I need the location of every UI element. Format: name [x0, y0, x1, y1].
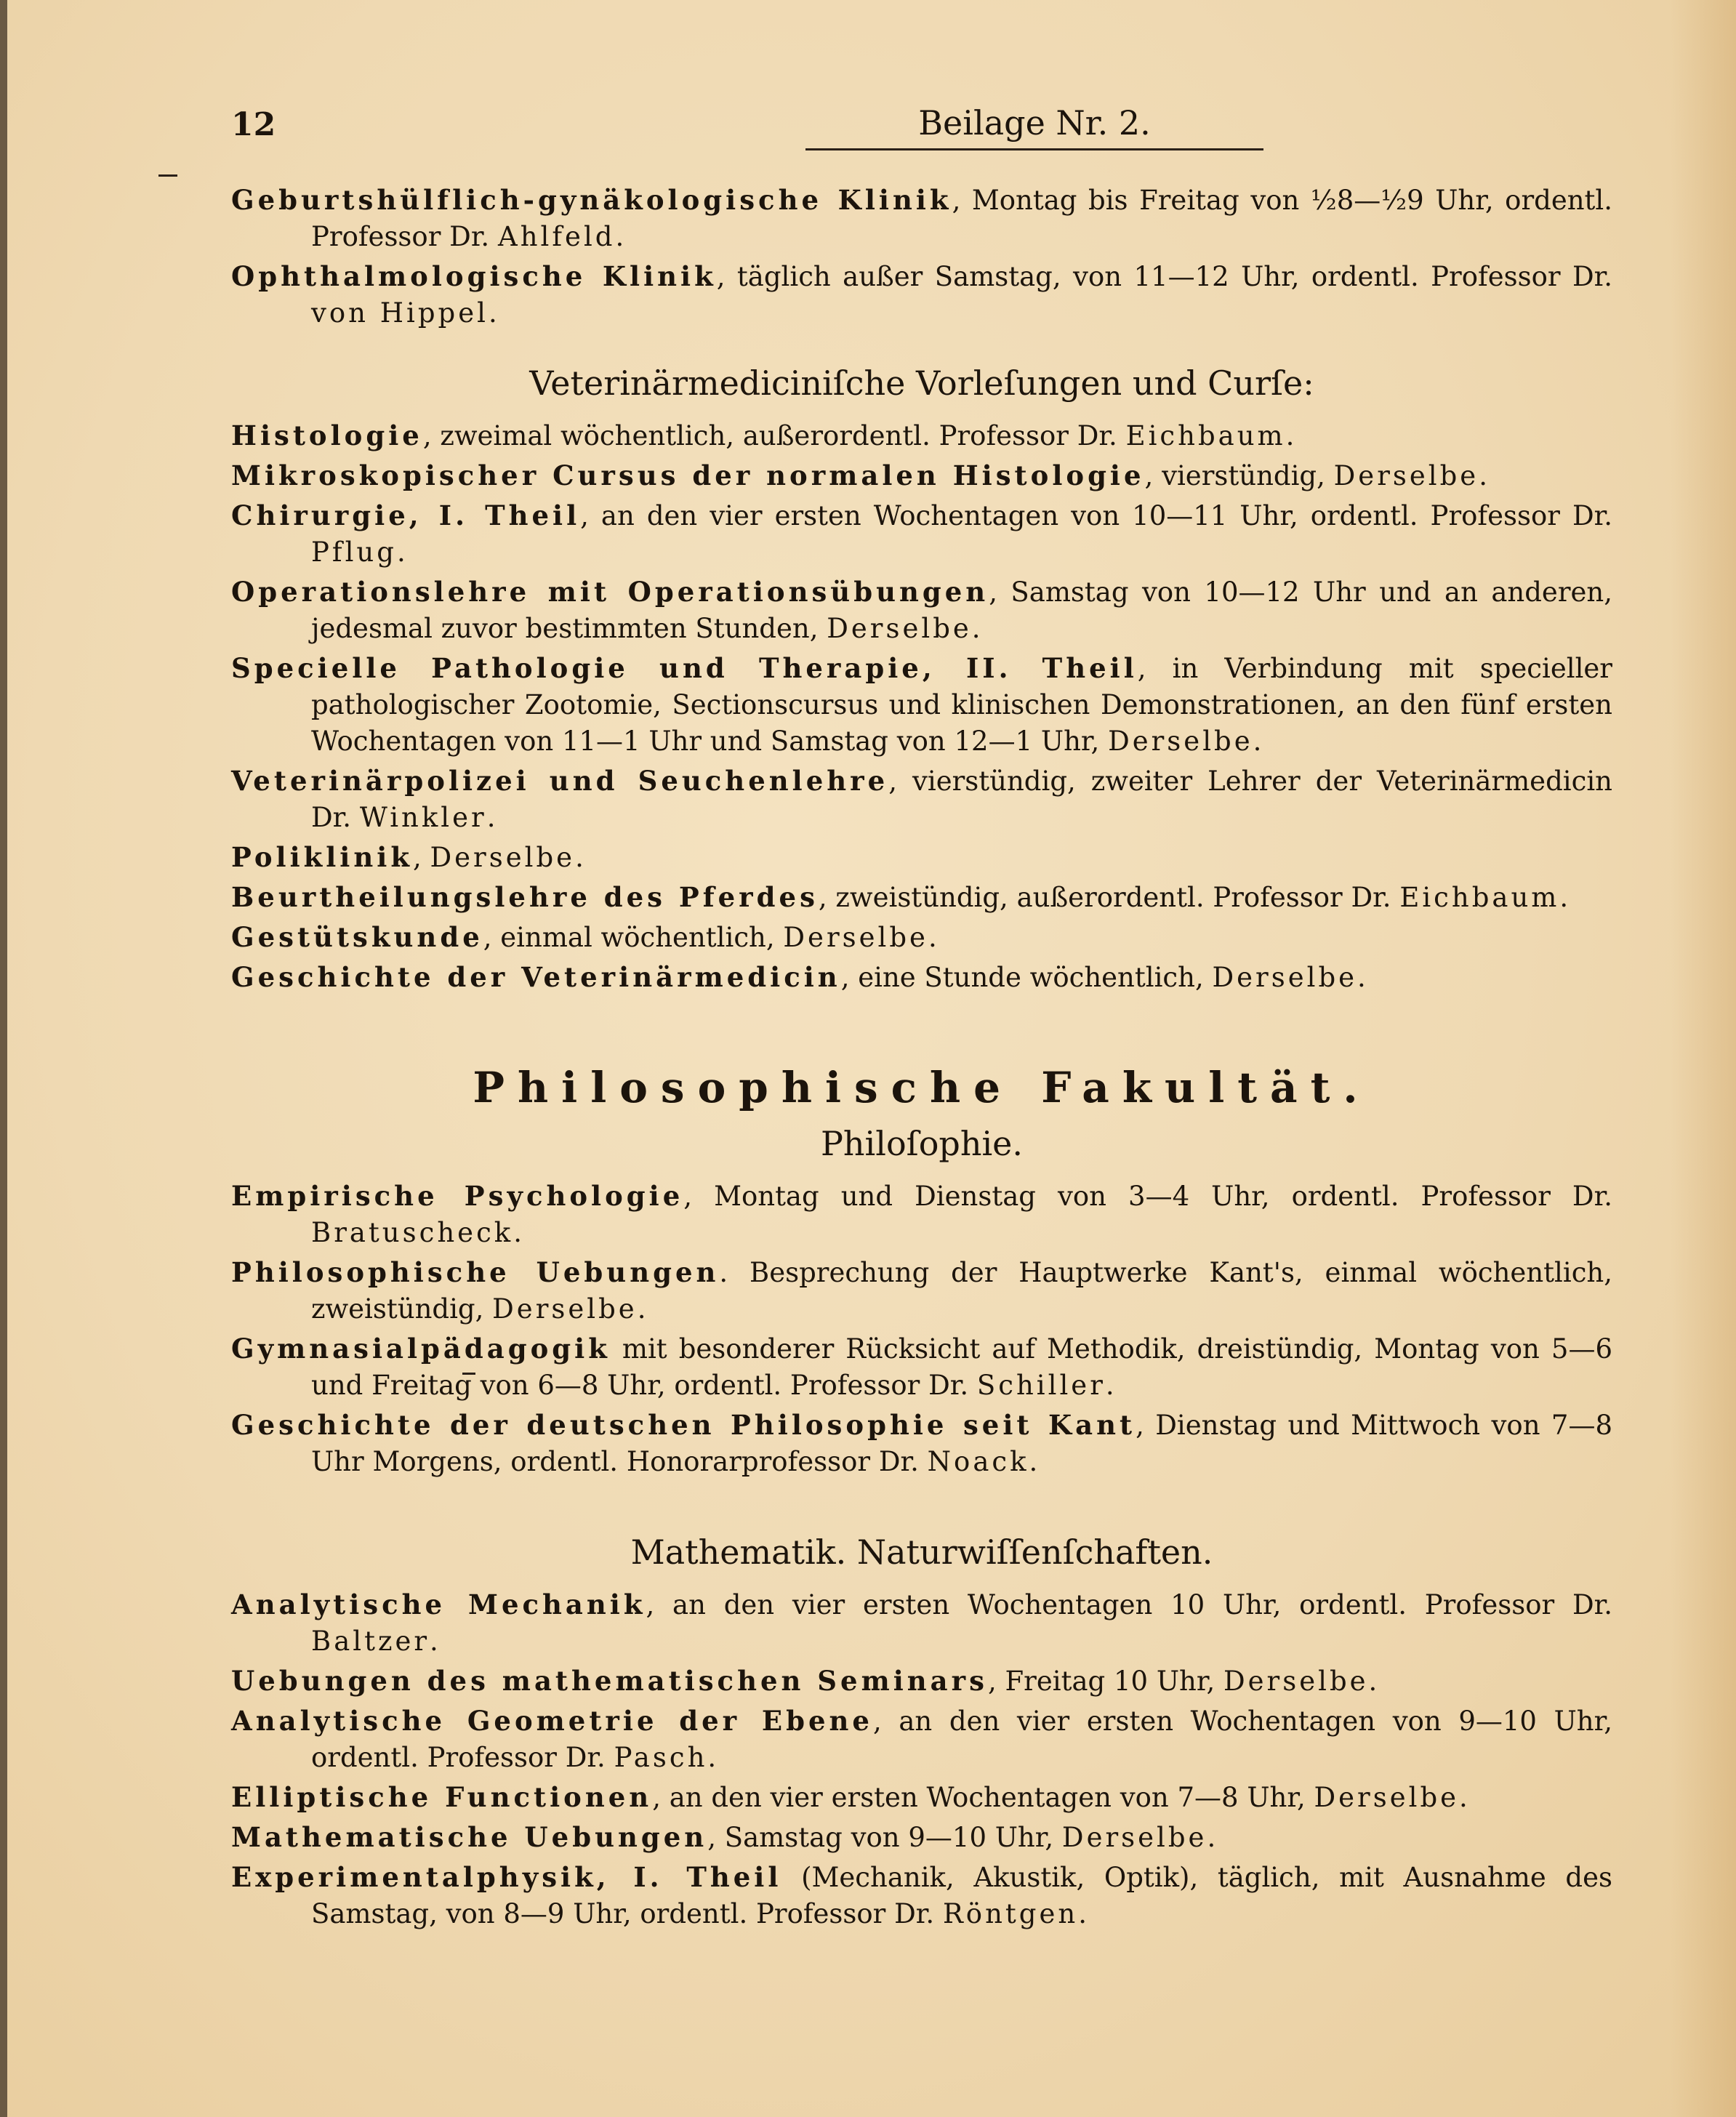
entry-end: . [1078, 1898, 1087, 1929]
course-title: Experimentalphysik, I. Theil [231, 1861, 782, 1893]
philosophy-entries [231, 1178, 1612, 1480]
course-entry [231, 1330, 1612, 1404]
entry-end: . [1479, 460, 1487, 491]
course-entry [231, 258, 1612, 332]
course-entry [231, 763, 1612, 836]
page-content [231, 182, 1612, 1935]
entry-end: . [513, 1217, 522, 1248]
lecturer-name: Pasch [614, 1742, 708, 1773]
entry-end: . [488, 297, 497, 329]
course-entry [231, 1779, 1612, 1816]
entry-end: . [1285, 420, 1295, 451]
entry-end: . [615, 221, 624, 252]
course-entry [231, 457, 1612, 494]
course-title: Mathematische Uebungen [231, 1821, 708, 1853]
course-details: , in Verbindung mit specieller pathologischer Zootomie, Sectionscursus und klinischen Demonstrationen, an den fünf ersten Wochentagen von 11—1 Uhr und Samstag von 12—1 Uhr, [311, 653, 1612, 757]
course-title: Empirische Psychologie [231, 1180, 684, 1212]
course-entry [231, 1178, 1612, 1251]
course-entry [231, 1254, 1612, 1327]
entry-end: . [1368, 1666, 1378, 1697]
course-details: , zweistündig, außerordentl. Professor Dr. [818, 882, 1400, 913]
lecturer-name: Derselbe [430, 842, 576, 873]
course-details: , [412, 842, 430, 873]
course-title: Beurtheilungslehre des Pferdes [231, 881, 819, 913]
course-title: Veterinärpolizei und Seuchenlehre [231, 765, 889, 797]
lecturer-name: Derselbe [1314, 1782, 1460, 1813]
page-header [231, 100, 1612, 151]
course-title: Gymnasialpädagogik [231, 1333, 611, 1365]
course-details: , Freitag 10 Uhr, [987, 1666, 1223, 1697]
course-details: mit besonderer Rücksicht auf Methodik, dreistündig, Montag von 5—6 und Freitag von 6—8 Uhr, ordentl. Professor Dr. [311, 1333, 1612, 1401]
course-title: Specielle Pathologie und Therapie, II. Theil [231, 652, 1138, 684]
course-details: , an den vier ersten Wochentagen 10 Uhr, ordentl. Professor Dr. [646, 1589, 1612, 1620]
lecturer-name: Schiller [976, 1370, 1106, 1401]
lecturer-name: Bratuscheck [311, 1217, 514, 1248]
course-entry [231, 574, 1612, 647]
course-title: Analytische Mechanik [231, 1588, 646, 1620]
lecturer-name: Derselbe [827, 613, 972, 644]
page-number: 12 [231, 106, 276, 143]
course-title: Geschichte der deutschen Philosophie seit Kant [231, 1409, 1136, 1441]
lecturer-name: Baltzer [311, 1626, 430, 1657]
lecturer-name: von Hippel [311, 297, 489, 329]
course-entry [231, 1407, 1612, 1480]
lecturer-name: Derselbe [1333, 460, 1479, 491]
course-title: Elliptische Functionen [231, 1781, 653, 1813]
course-entry [231, 1586, 1612, 1660]
course-title: Analytische Geometrie der Ebene [231, 1705, 873, 1737]
lecturer-name: Pflug [311, 537, 397, 568]
course-title: Chirurgie, I. Theil [231, 499, 581, 531]
course-entry [231, 919, 1612, 956]
entry-end: . [1357, 962, 1366, 993]
course-title: Mikroskopischer Cursus der normalen Histologie [231, 459, 1145, 491]
course-entry [231, 182, 1612, 255]
course-entry [231, 497, 1612, 571]
course-details: , eine Stunde wöchentlich, [840, 962, 1213, 993]
course-details: , an den vier ersten Wochentagen von 7—8 Uhr, [652, 1782, 1314, 1813]
course-entry [231, 1859, 1612, 1932]
lecturer-name: Eichbaum [1125, 420, 1286, 451]
course-entry [231, 650, 1612, 760]
course-title: Histologie [231, 419, 423, 451]
course-details: , Samstag von 10—12 Uhr und an anderen, jedesmal zuvor bestimmten Stunden, [311, 577, 1612, 644]
course-title: Operationslehre mit Operationsübungen [231, 576, 989, 608]
course-title: Philosophische Uebungen [231, 1256, 720, 1288]
entry-end: . [1105, 1370, 1114, 1401]
course-title: Gestütskunde [231, 921, 483, 953]
course-details: , an den vier ersten Wochentagen von 10—11 Uhr, ordentl. Professor Dr. [580, 500, 1613, 531]
course-title: Uebungen des mathematischen Seminars [231, 1665, 988, 1697]
lecturer-name: Derselbe [1212, 962, 1358, 993]
mathematics-heading: Mathematik. Naturwiſſenſchaften. [630, 1532, 1213, 1572]
margin-mark [158, 174, 177, 177]
course-details: (Mechanik, Akustik, Optik), täglich, mit Ausnahme des Samstag, von 8—9 Uhr, ordentl. Professor Dr. [311, 1862, 1612, 1929]
course-details: , täglich außer Samstag, von 11—12 Uhr, ordentl. Professor Dr. [716, 261, 1613, 292]
lecturer-name: Derselbe [783, 922, 928, 953]
course-details: , an den vier ersten Wochentagen von 9—10 Uhr, ordentl. Professor Dr. [311, 1706, 1612, 1773]
veterinary-entries [231, 417, 1612, 996]
lecturer-name: Derselbe [1061, 1822, 1207, 1853]
lecturer-name: Eichbaum [1399, 882, 1560, 913]
medicine-entries [231, 182, 1612, 332]
course-details: , Samstag von 9—10 Uhr, [707, 1822, 1062, 1853]
entry-end: . [637, 1293, 646, 1325]
lecturer-name: Röntgen [942, 1898, 1079, 1929]
lecturer-name: Winkler [359, 802, 487, 833]
entry-end: . [707, 1742, 717, 1773]
veterinary-heading: Veterinärmediciniſche Vorleſungen und Curſe: [529, 363, 1314, 403]
course-details: , Montag bis Freitag von ½8—½9 Uhr, ordentl. Professor Dr. [311, 185, 1613, 252]
course-entry [231, 1663, 1612, 1700]
entry-end: . [928, 922, 937, 953]
course-details: , vierstündig, zweiter Lehrer der Veterinärmedicin Dr. [311, 766, 1612, 833]
paper-right-edge [1671, 0, 1736, 2117]
entry-end: . [1253, 726, 1262, 757]
lecturer-name: Derselbe [1223, 1666, 1369, 1697]
course-details: , vierstündig, [1144, 460, 1334, 491]
entry-end: . [575, 842, 584, 873]
course-entry [231, 839, 1612, 876]
lecturer-name: Derselbe [492, 1293, 638, 1325]
course-entry [231, 1703, 1612, 1776]
philosophy-heading: Philoſophie. [820, 1124, 1024, 1163]
course-title: Ophthalmologische Klinik [231, 260, 717, 292]
mathematics-entries [231, 1586, 1612, 1932]
entry-end: . [486, 802, 496, 833]
entry-end: . [1559, 882, 1569, 913]
course-title: Geschichte der Veterinärmedicin [231, 961, 841, 993]
course-title: Poliklinik [231, 841, 413, 873]
entry-end: . [430, 1626, 438, 1657]
entry-end: . [396, 537, 406, 568]
course-title: Geburtshülflich-gynäkologische Klinik [231, 184, 952, 216]
course-details: , Dienstag und Mittwoch von 7—8 Uhr Morgens, ordentl. Honorarprofessor Dr. [311, 1410, 1612, 1477]
entry-end: . [1207, 1822, 1216, 1853]
course-details: , Montag und Dienstag von 3—4 Uhr, ordentl. Professor Dr. [683, 1181, 1612, 1212]
entry-end: . [1459, 1782, 1468, 1813]
course-entry [231, 1819, 1612, 1856]
faculty-heading: Philosophische Fakultät. [473, 1063, 1371, 1112]
lecturer-name: Derselbe [1108, 726, 1253, 757]
course-details: , einmal wöchentlich, [483, 922, 784, 953]
course-entry [231, 959, 1612, 996]
course-entry [231, 417, 1612, 454]
course-details: . Besprechung der Hauptwerke Kant's, einmal wöchentlich, zweistündig, [311, 1257, 1613, 1325]
lecturer-name: Noack [927, 1446, 1029, 1477]
entry-end: . [971, 613, 981, 644]
course-entry [231, 879, 1612, 916]
entry-end: . [1029, 1446, 1038, 1477]
course-details: , zweimal wöchentlich, außerordentl. Professor Dr. [422, 420, 1126, 451]
lecturer-name: Ahlfeld [497, 221, 616, 252]
scan-left-edge [0, 0, 7, 2117]
running-head: Beilage Nr. 2. [805, 103, 1263, 150]
